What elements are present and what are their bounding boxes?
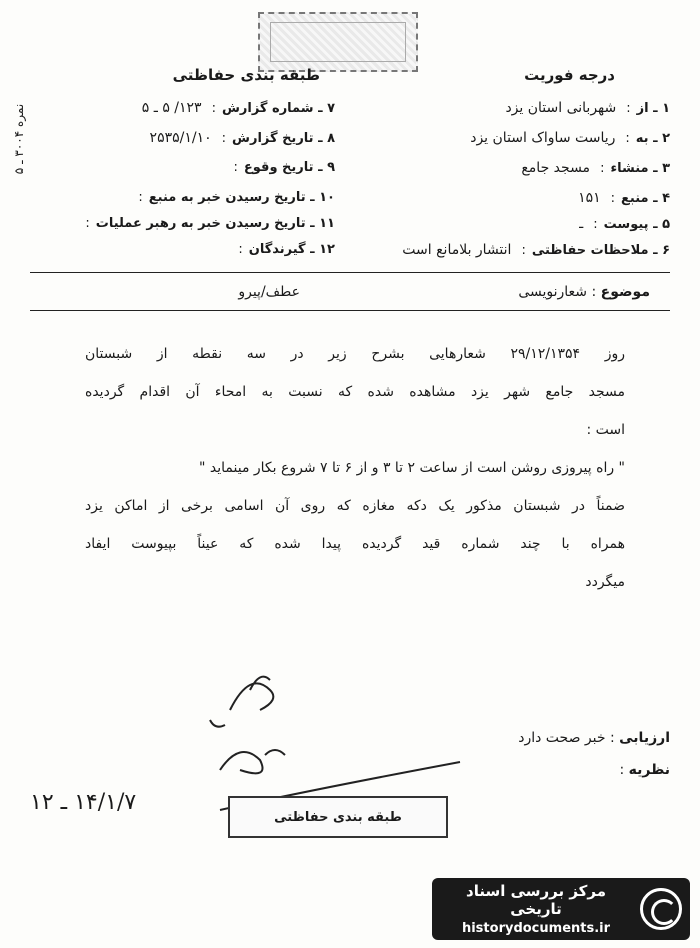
- reference-line: عطف/پیرو: [238, 284, 300, 300]
- archive-logo-icon: [640, 888, 682, 930]
- field-report-date: ۸ ـ تاریخ گزارش : ۲۵۳۵/۱/۱۰: [149, 130, 335, 146]
- subject-divider: [30, 310, 670, 311]
- field-recipients: ۱۲ ـ گیرندگان :: [238, 242, 335, 257]
- report-body: [85, 335, 625, 601]
- field-occurrence-date: ۹ ـ تاریخ وقوع :: [233, 160, 335, 175]
- field-source-receipt-date: ۱۰ ـ تاریخ رسیدن خبر به منبع :: [138, 190, 335, 205]
- top-stamp: [258, 12, 418, 72]
- handwritten-date: ۱۴/۱/۷ ـ ۱۲: [30, 790, 137, 815]
- body-line: " راه پیروزی روشن است از ساعت ۲ تا ۳ و از ۶ تا ۷ شروع بکار مینماید ": [199, 460, 625, 476]
- subject-line: موضوع : شعارنویسی: [518, 284, 650, 300]
- field-leader-receipt-date: ۱۱ ـ تاریخ رسیدن خبر به رهبر عملیات :: [85, 216, 335, 231]
- field-security-notes: ۶ ـ ملاحظات حفاظتی : انتشار بلامانع است: [402, 242, 670, 258]
- body-line: مسجد جامع شهر یزد مشاهده شده که نسبت به امحاء آن اقدام گردیده: [85, 384, 625, 400]
- field-to: ۲ ـ به : ریاست ساواک استان یزد: [470, 130, 670, 146]
- footer-url: historydocuments.ir: [461, 921, 611, 936]
- field-origin: ۳ ـ منشاء : مسجد جامع: [521, 160, 670, 176]
- classification-label: طبقه بندی حفاظتی: [172, 66, 320, 84]
- field-report-number: ۷ ـ شماره گزارش : ۱۲۳/ ۵ ـ ۵: [141, 100, 335, 116]
- opinion-line: نظریه :: [619, 762, 670, 778]
- bottom-stamp: طبقه بندی حفاظتی: [228, 796, 448, 838]
- body-line: همراه با چند شماره قید گردیده پیدا شده که عیناً بپیوست ایفاد: [85, 536, 625, 552]
- side-number: نمره ۳۰۰۴ ـ ۵: [12, 103, 26, 175]
- header-divider: [30, 272, 670, 273]
- body-line: ضمناً در شبستان مذکور یک دکه مغازه که روی آن اسامی برخی از اماکن یزد: [85, 498, 625, 514]
- field-attachment: ۵ ـ پیوست : ـ: [579, 216, 670, 232]
- field-from: ۱ ـ از : شهربانی استان یزد: [505, 100, 670, 116]
- urgency-label: درجه فوریت: [524, 66, 615, 84]
- body-line: میگردد: [585, 574, 625, 590]
- body-line: روز ۲۹/۱۲/۱۳۵۴ شعارهایی بشرح زیر در سه نقطه از شبستان: [85, 346, 626, 362]
- footer-logo[interactable]: [432, 878, 690, 940]
- body-line: است :: [586, 422, 625, 438]
- field-source: ۴ ـ منبع : ۱۵۱: [578, 190, 670, 206]
- footer-title: مرکز بررسی اسناد تاریخی: [466, 882, 606, 918]
- evaluation-line: ارزیابی : خبر صحت دارد: [518, 730, 670, 746]
